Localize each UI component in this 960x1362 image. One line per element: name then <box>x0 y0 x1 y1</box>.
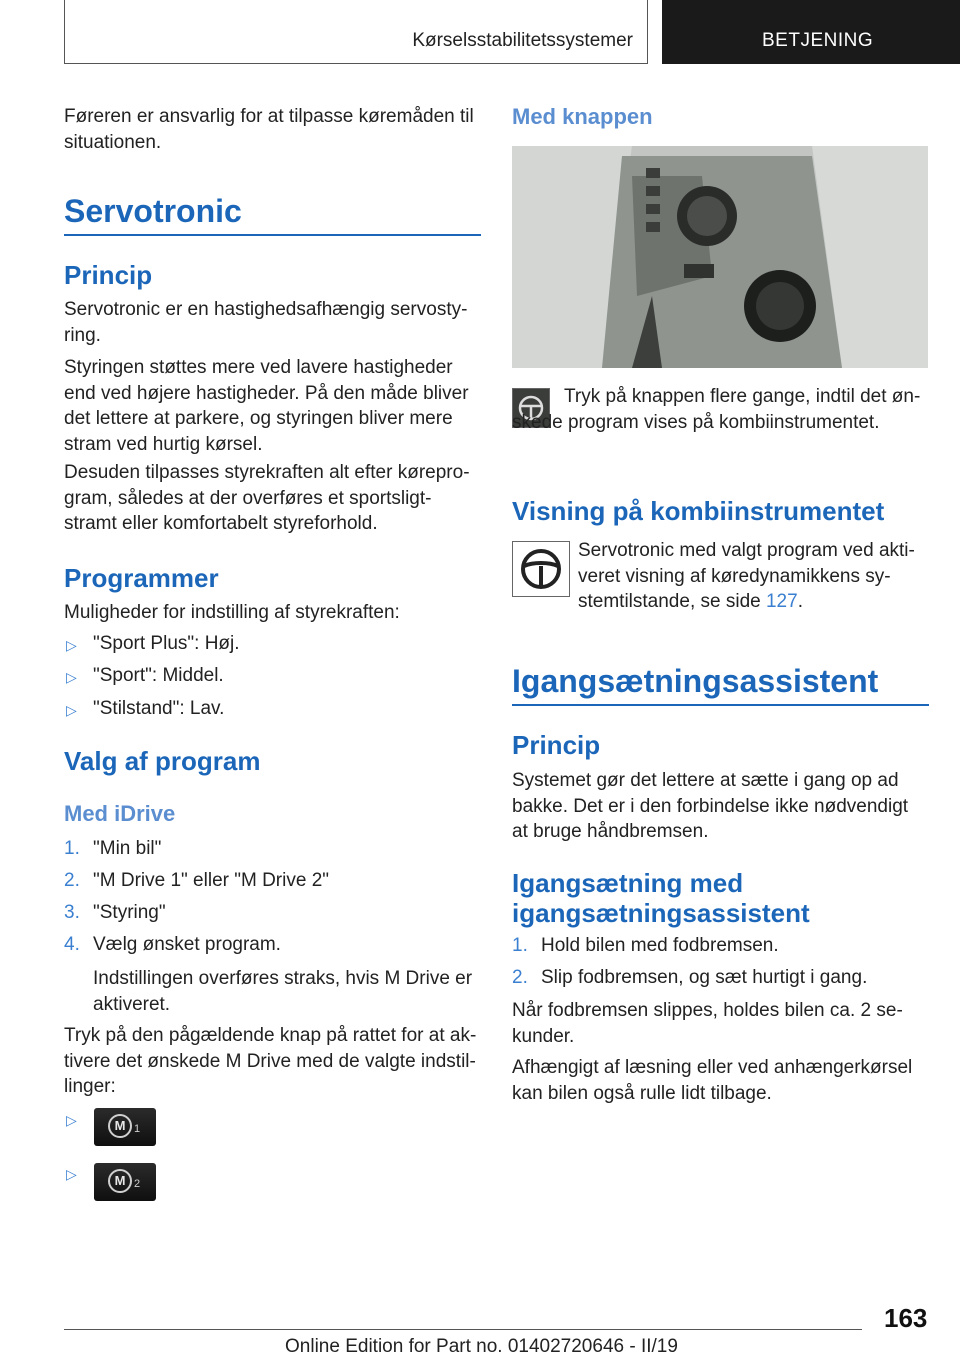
step-text: "M Drive 1" eller "M Drive 2" <box>93 870 330 891</box>
step-text: "Min bil" <box>93 838 162 859</box>
princip-paragraph-3: Desuden tilpasses styrekraften alt efter køreprogram, således at der overføres et sportsligt- stramt eller komfortabelt styreforhold. <box>64 462 470 534</box>
princip-paragraph-1: Servotronic er en hastighedsafhængig servostyring. <box>64 299 468 346</box>
servotronic-heading: Servotronic <box>64 193 242 229</box>
steering-wheel-display-icon <box>512 541 570 597</box>
igang-heading: Igangsætningsassistent <box>512 663 879 699</box>
page-number: 163 <box>884 1303 928 1333</box>
page-link-127[interactable]: 127 <box>765 591 798 612</box>
m-drive-2-button-icon <box>94 1163 156 1201</box>
bullet-triangle-icon: ▷ <box>66 1112 77 1128</box>
m-subscript: 1 <box>134 1123 141 1135</box>
header-section-box <box>64 0 648 64</box>
program-item: "Sport Plus": Høj. <box>93 633 240 654</box>
heading-rule <box>512 704 929 706</box>
princip-heading: Princip <box>64 260 153 290</box>
princip-paragraph-2: Styringen støttes mere ved lavere hastigheder end ved højere hastigheder. På den måde bliver det lettere at parkere, og styringen bliver mere stram ved hurtig kørsel. <box>64 357 469 455</box>
knappen-paragraph: Tryk på knappen flere gange, indtil det ønskede program vises på kombiinstrumentet. <box>512 386 921 433</box>
intro-paragraph: Føreren er ansvarlig for at tilpasse køremåden til situationen. <box>64 106 474 153</box>
depend-paragraph: Afhængigt af læsning eller ved anhængerkørsel kan bilen også rulle lidt tilbage. <box>512 1057 913 1104</box>
header-section-title: Kørselsstabilitetssystemer <box>412 30 633 51</box>
header-chapter-box <box>662 0 960 64</box>
release-paragraph: Når fodbremsen slippes, holdes bilen ca. 2 sekunder. <box>512 1000 903 1047</box>
step-number: 1. <box>512 935 528 956</box>
bullet-triangle-icon: ▷ <box>66 637 77 653</box>
step-number: 4. <box>64 934 80 955</box>
m-letter: M <box>108 1169 132 1193</box>
m-letter: M <box>108 1114 132 1138</box>
programmer-intro: Muligheder for indstilling af styrekraften: <box>64 602 400 623</box>
step-number: 1. <box>64 838 80 859</box>
valg-heading: Valg af program <box>64 746 261 776</box>
step-text: Vælg ønsket program. <box>93 934 281 955</box>
step-text: Hold bilen med fodbremsen. <box>541 935 779 956</box>
igangmed-heading-line2: igangsætningsassistent <box>512 898 810 928</box>
visning-heading: Visning på kombiinstrumentet <box>512 496 885 526</box>
program-item: "Stilstand": Lav. <box>93 698 225 719</box>
step-text: Slip fodbremsen, og sæt hurtigt i gang. <box>541 967 868 988</box>
program-item: "Sport": Middel. <box>93 665 224 686</box>
heading-rule <box>64 234 481 236</box>
programmer-heading: Programmer <box>64 563 219 593</box>
bullet-triangle-icon: ▷ <box>66 669 77 685</box>
center-console-photo <box>512 146 928 368</box>
visning-text: Servotronic med valgt program ved aktiveret visning af køredynamikkens systemtilstande, se side <box>578 540 915 612</box>
igang-princip-paragraph: Systemet gør det lettere at sætte i gang op ad bakke. Det er i den forbindelse ikke nødvendigt at bruge håndbremsen. <box>512 770 909 842</box>
step-text: "Styring" <box>93 902 166 923</box>
footer-edition: Online Edition for Part no. 01402720646 - II/19 <box>285 1336 678 1357</box>
bullet-triangle-icon: ▷ <box>66 1166 77 1182</box>
step-number: 2. <box>64 870 80 891</box>
princip-heading-right: Princip <box>512 730 601 760</box>
bullet-triangle-icon: ▷ <box>66 702 77 718</box>
step4-note: Indstillingen overføres straks, hvis M Drive er aktiveret. <box>93 968 473 1015</box>
visning-paragraph <box>578 538 928 615</box>
step-number: 3. <box>64 902 80 923</box>
idrive-heading: Med iDrive <box>64 801 176 826</box>
step-number: 2. <box>512 967 528 988</box>
header-chapter-title: BETJENING <box>762 30 874 51</box>
footer-rule <box>64 1329 862 1330</box>
m-drive-1-button-icon <box>94 1108 156 1146</box>
knappen-heading: Med knappen <box>512 104 653 129</box>
visning-period: . <box>797 591 803 612</box>
m-subscript: 2 <box>134 1178 141 1190</box>
tryk-paragraph: Tryk på den pågældende knap på rattet for at aktivere det ønskede M Drive med de valgte indstillinger: <box>64 1025 477 1097</box>
igangmed-heading-line1: Igangsætning med <box>512 868 744 898</box>
